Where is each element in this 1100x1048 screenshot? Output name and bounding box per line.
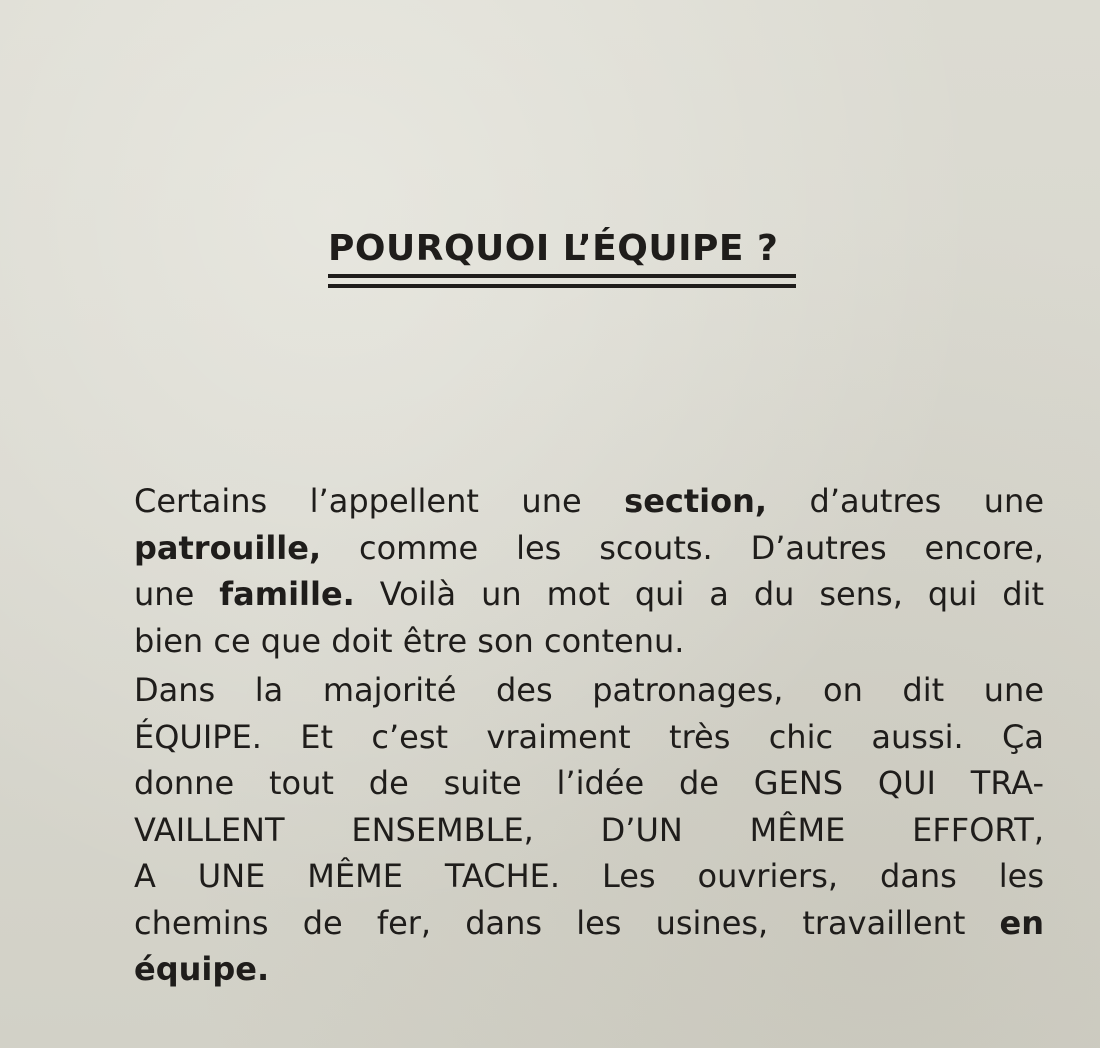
paragraph-2-line-5: A UNE MÊME TACHE. Les ouvriers, dans les — [134, 857, 1044, 895]
paragraph-1-line-1 — [88, 478, 1044, 525]
paragraph-2-line-7: équipe. — [134, 950, 270, 988]
paragraph-1-line-3 — [88, 571, 1044, 618]
text-run: une — [134, 575, 220, 613]
text-run: comme les scouts. D’autres encore, — [321, 528, 1044, 567]
paragraph-2-line-6 — [88, 900, 1044, 947]
bold-term-famille: famille. — [219, 575, 355, 613]
text-run: d’autres une — [767, 482, 1045, 520]
title-rule-lower — [328, 284, 796, 288]
text-run: chemins de fer, dans les usines, travaillent — [134, 903, 1000, 942]
paragraph-2-line-3: donne tout de suite l’idée de GENS QUI TRA- — [134, 764, 1044, 802]
paragraph-2-line-1: Dans la majorité des patronages, on dit une — [134, 671, 1044, 709]
paragraph-1-line-2 — [88, 525, 1044, 572]
bold-term-patrouille: patrouille, — [134, 528, 322, 567]
paragraph-1-line-4: bien ce que doit être son contenu. — [134, 621, 685, 660]
paragraph-1 — [88, 478, 1044, 664]
heading-block — [328, 226, 796, 288]
bold-term-en: en — [999, 903, 1044, 942]
paragraph-2-line-2: ÉQUIPE. Et c’est vraiment très chic aussi. Ça — [134, 717, 1044, 756]
text-run: Voilà un mot qui a du sens, qui dit — [354, 575, 1045, 613]
title-rule-upper — [328, 274, 796, 278]
bold-term-section: section, — [624, 482, 768, 520]
body-text — [88, 478, 1044, 993]
paragraph-2-line-4: VAILLENT ENSEMBLE, D’UN MÊME EFFORT, — [134, 810, 1044, 849]
text-run: Certains l’appellent une — [134, 482, 625, 520]
paragraph-2 — [88, 667, 1044, 993]
page-title: POURQUOI L’ÉQUIPE ? — [328, 228, 779, 269]
